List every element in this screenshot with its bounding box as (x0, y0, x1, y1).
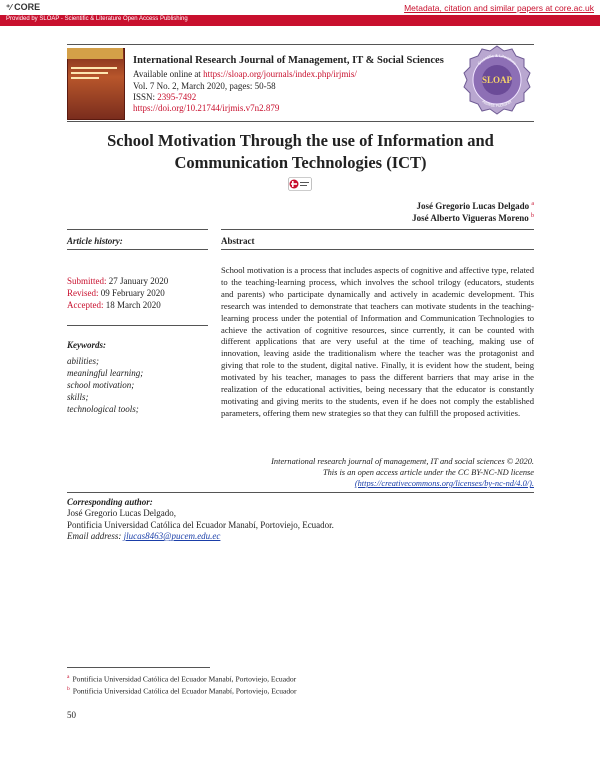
footnote-a-text: Pontificia Universidad Católica del Ecuador Manabí, Portoviejo, Ecuador (72, 674, 297, 684)
accepted-date (67, 300, 161, 310)
author-1 (417, 201, 535, 211)
header-bottom-rule (67, 121, 534, 122)
corresponding-affiliation: Pontificia Universidad Católica del Ecuador Manabí, Portoviejo, Ecuador. (67, 519, 334, 530)
journal-availability (133, 69, 357, 79)
accepted-label: Accepted: (67, 300, 104, 310)
abstract-heading: Abstract (221, 236, 255, 246)
keywords-top-rule (67, 325, 208, 326)
keyword-item: skills; (67, 392, 89, 402)
history-bottom-rule (67, 249, 208, 250)
submitted-label: Submitted: (67, 276, 107, 286)
corresponding-top-rule (67, 492, 534, 493)
core-logo-text: CORE (14, 2, 41, 12)
core-logo[interactable] (6, 2, 40, 12)
footnote-b (67, 686, 297, 696)
crossmark-icon[interactable] (288, 177, 312, 191)
submitted-date (67, 276, 168, 286)
author-1-mark: a (531, 201, 534, 207)
doi-link[interactable]: https://doi.org/10.21744/irjmis.v7n2.879 (133, 103, 280, 113)
journal-url-link[interactable]: https://sloap.org/journals/index.php/irjmis/ (203, 69, 357, 79)
author-1-name: José Gregorio Lucas Delgado (416, 201, 530, 211)
journal-doi[interactable] (133, 103, 279, 113)
core-logo-icon: ⁺⁄ (6, 3, 12, 12)
license-line1: International research journal of management, IT and social sciences © 2020. (271, 457, 534, 466)
revised-label: Revised: (67, 288, 99, 298)
journal-cover-band (67, 48, 123, 59)
keywords-label: Keywords: (67, 340, 106, 350)
license-link[interactable]: (https://creativecommons.org/licenses/by-nc-nd/4.0/). (354, 479, 534, 488)
author-2-mark: b (531, 213, 534, 219)
submitted-value: 27 January 2020 (106, 276, 169, 286)
footnote-b-text: Pontificia Universidad Católica del Ecuador Manabí, Portoviejo, Ecuador (72, 686, 297, 696)
keywords-list (67, 355, 143, 415)
journal-issn (133, 92, 196, 102)
paper-title (67, 130, 534, 174)
author-2 (412, 213, 534, 223)
provided-by-text[interactable]: Provided by SLOAP - Scientific & Literature Open Access Publishing (6, 16, 188, 22)
seal-arc-bottom: Access Publisher (481, 98, 513, 108)
page-number: 50 (67, 710, 76, 720)
journal-cover-text (71, 64, 117, 82)
abstract-bottom-rule (221, 249, 534, 250)
paper-title-line1: School Motivation Through the use of Information and (107, 131, 494, 150)
corresponding-author (67, 497, 334, 542)
abstract-top-rule (221, 229, 534, 230)
abstract-text: School motivation is a process that includes aspects of cognitive and affective type, related to the teaching-learning process, which involves the school trilogy (educators, students and parents) who participate dynamically and actively in academic development. This research was intended to demonstrate that teachers can motivate students in the teaching-learning process under the potential of Information and Communication Technologies to achieve the activation of cognitive resources, since currently, it can be counted with different applications that are very useful at the time of teaching, making use of innovation, leaving aside the traditionalism where the teacher was the protagonist and giving that role to the student, digital native. Finally, it is evident how the student, being motivated by his teacher, manages to pass the different barriers that may arise in the realization of the educational activities, being necessary that the educator is constantly motivating and giving merits to the students, even if he does not comply the established parameters, offering them new strategies so that they can fulfill the proposed activities. (221, 265, 534, 418)
revised-value: 09 February 2020 (98, 288, 165, 298)
journal-volume: Vol. 7 No. 2, March 2020, pages: 50-58 (133, 81, 276, 91)
keyword-item: technological tools; (67, 404, 139, 414)
corresponding-name: José Gregorio Lucas Delgado, (67, 508, 176, 519)
issn-label: ISSN: (133, 92, 158, 102)
sloap-seal-logo (462, 45, 532, 115)
footnote-rule (67, 667, 210, 668)
metadata-link[interactable]: Metadata, citation and similar papers at core.ac.uk (404, 3, 594, 13)
license-line2: This is an open access article under the CC BY-NC-ND license (322, 468, 534, 477)
accepted-value: 18 March 2020 (103, 300, 161, 310)
availability-prefix: Available online at (133, 69, 204, 79)
article-history-label: Article history: (67, 236, 123, 246)
seal-text: SLOAP (481, 75, 513, 85)
footnote-b-mark: b (67, 686, 70, 692)
revised-date (67, 288, 165, 298)
history-top-rule (67, 229, 208, 230)
footnote-a (67, 674, 296, 684)
corresponding-label: Corresponding author: (67, 497, 153, 507)
issn-link[interactable]: 2395-7492 (157, 92, 197, 102)
footnote-a-mark: a (67, 674, 70, 680)
keyword-item: school motivation; (67, 380, 135, 390)
license-notice (221, 456, 534, 489)
email-link[interactable]: jlucas8463@pucem.edu.ec (123, 530, 221, 541)
seal-arc-top: Scientific & Literature (476, 52, 518, 66)
keyword-item: abilities; (67, 356, 99, 366)
paper-title-line2: Communication Technologies (ICT) (174, 153, 427, 172)
email-label: Email address: (67, 530, 124, 541)
author-2-name: José Alberto Vigueras Moreno (412, 213, 529, 223)
keyword-item: meaningful learning; (67, 368, 144, 378)
journal-title: International Research Journal of Management, IT & Social Sciences (133, 55, 444, 66)
